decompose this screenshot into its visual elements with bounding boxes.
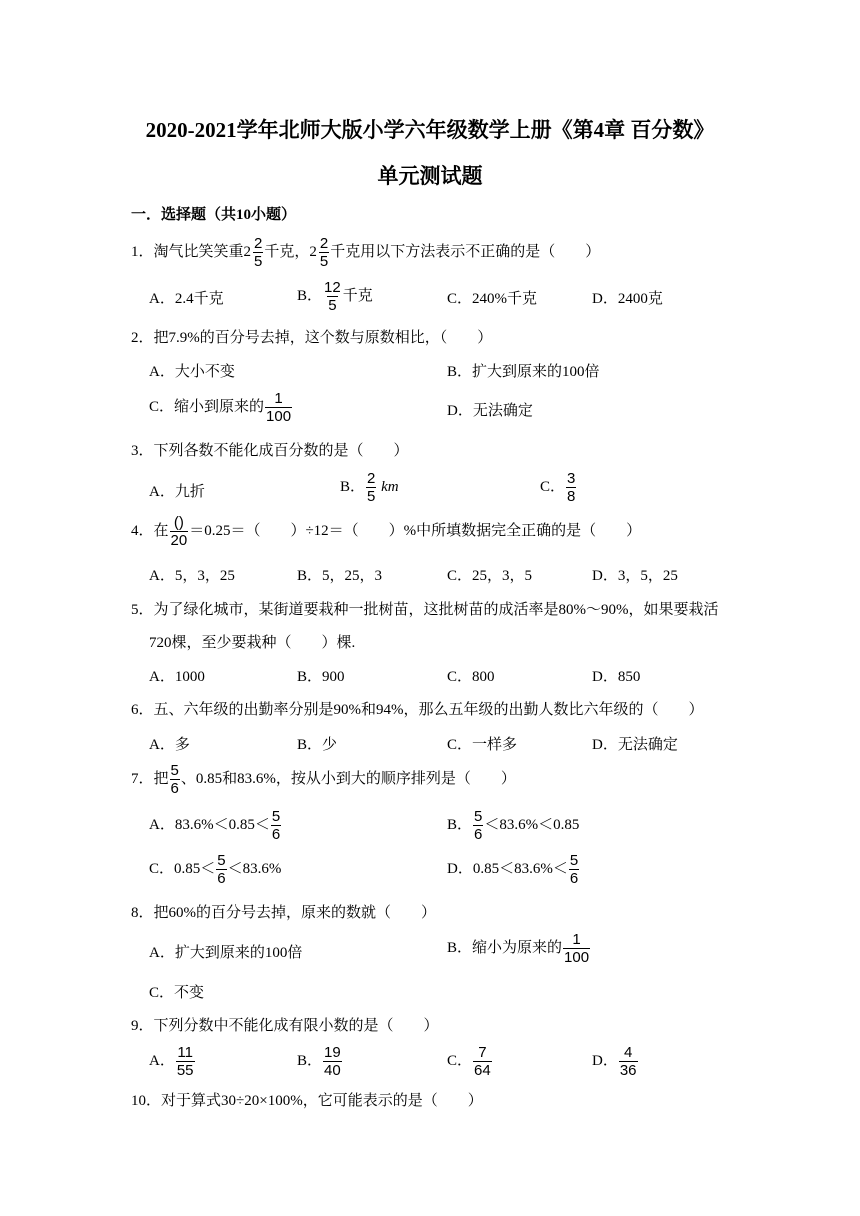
q4-option-c[interactable]: C．25，3，5: [447, 568, 533, 584]
q5-option-a[interactable]: A．1000: [149, 669, 205, 685]
fraction: $\frac{()}{20}$: [170, 514, 188, 549]
document-title-line1: 2020-2021学年北师大版小学六年级数学上册《第4章 百分数》: [145, 118, 715, 142]
q7-option-b[interactable]: B． $\frac{5}{6}$ ＜83.6%＜0.85: [447, 808, 580, 843]
q3-option-c[interactable]: C． $\frac{3}{8}$: [540, 470, 576, 505]
q4-option-d[interactable]: D．3，5，25: [592, 568, 678, 584]
q6-option-a[interactable]: A．多: [149, 737, 190, 753]
fraction: $\frac{5}{6}$: [217, 852, 226, 887]
question-9: 9．下列分数中不能化成有限小数的是（ ）: [131, 1018, 439, 1034]
question-1: 1．淘气比笑笑重 2 $\frac{2}{5}$ 千克， 2 $\frac{2}{5}$ 千克用以下方法表示不正确的是（ ）: [131, 235, 601, 270]
q3-option-b[interactable]: B． $\frac{2}{5}$ km: [340, 470, 399, 505]
q2-option-d[interactable]: D．无法确定: [447, 403, 533, 419]
q8-option-c[interactable]: C．不变: [149, 985, 205, 1001]
question-3: 3．下列各数不能化成百分数的是（ ）: [131, 443, 409, 459]
q2-option-a[interactable]: A．大小不变: [149, 364, 235, 380]
fraction: $\frac{19}{40}$: [324, 1044, 341, 1079]
q9-option-a[interactable]: A． $\frac{11}{55}$: [149, 1044, 194, 1079]
q5-option-b[interactable]: B．900: [297, 669, 345, 685]
mixed-number: 2 $\frac{2}{5}$: [243, 235, 263, 270]
question-5-line2: 720棵，至少要栽种（ ）棵.: [149, 635, 356, 651]
fraction: $\frac{5}{6}$: [569, 852, 579, 887]
q6-option-d[interactable]: D．无法确定: [592, 737, 678, 753]
q7-option-c[interactable]: C．0.85＜ $\frac{5}{6}$ ＜83.6%: [149, 852, 282, 887]
q9-option-b[interactable]: B． $\frac{19}{40}$: [297, 1044, 341, 1079]
fraction: $\frac{1}{100}$: [564, 931, 590, 966]
section-heading: 一．选择题（共10小题）: [131, 207, 297, 223]
document-title-line2: 单元测试题: [377, 164, 483, 188]
q2-option-b[interactable]: B．扩大到原来的100倍: [447, 364, 600, 380]
fraction: $\frac{2}{5}$: [367, 470, 376, 505]
fraction: $\frac{1}{100}$: [266, 390, 292, 425]
question-2: 2．把7.9%的百分号去掉，这个数与原数相比，（ ）: [131, 330, 493, 346]
fraction: $\frac{5}{6}$: [170, 762, 179, 797]
question-5-line1: 5．为了绿化城市，某街道要栽种一批树苗，这批树苗的成活率是80%～90%，如果要栽活: [131, 602, 719, 618]
q3-option-a[interactable]: A．九折: [149, 484, 205, 500]
q4-option-b[interactable]: B．5，25，3: [297, 568, 383, 584]
question-10: 10．对于算式30÷20×100%，它可能表示的是（ ）: [131, 1093, 483, 1109]
q7-option-a[interactable]: A．83.6%＜0.85＜ $\frac{5}{6}$: [149, 808, 281, 843]
q1-option-d[interactable]: D．2400克: [592, 291, 663, 307]
question-8: 8．把60%的百分号去掉，原来的数就（ ）: [131, 905, 436, 921]
question-6: 6．五、六年级的出勤率分别是90%和94%，那么五年级的出勤人数比六年级的（ ）: [131, 702, 704, 718]
q1-option-c[interactable]: C．240%千克: [447, 291, 538, 307]
q5-option-c[interactable]: C．800: [447, 669, 495, 685]
fraction: $\frac{12}{5}$: [324, 279, 341, 314]
fraction: $\frac{11}{55}$: [176, 1044, 194, 1079]
question-4: 4．在 $\frac{()}{20}$ ＝0.25＝（ ）÷12＝（ ）%中所填数据完全正确的是（ ）: [131, 514, 642, 549]
q1-option-b[interactable]: B． $\frac{12}{5}$ 千克: [297, 279, 373, 314]
fraction: $\frac{3}{8}$: [567, 470, 576, 505]
q9-option-d[interactable]: D． $\frac{4}{36}$: [592, 1044, 637, 1079]
fraction: $\frac{4}{36}$: [619, 1044, 637, 1079]
q4-option-a[interactable]: A．5，3，25: [149, 568, 235, 584]
q9-option-c[interactable]: C． $\frac{7}{64}$: [447, 1044, 491, 1079]
q2-option-c[interactable]: C．缩小到原来的 $\frac{1}{100}$: [149, 390, 292, 425]
q1-option-a[interactable]: A．2.4千克: [149, 291, 224, 307]
fraction: $\frac{5}{6}$: [271, 808, 281, 843]
q6-option-c[interactable]: C．一样多: [447, 737, 518, 753]
q8-option-a[interactable]: A．扩大到原来的100倍: [149, 945, 303, 961]
q1-text-pre: 1．淘气比笑笑重: [131, 243, 244, 260]
fraction: $\frac{7}{64}$: [474, 1044, 491, 1079]
mixed-number: 2 $\frac{2}{5}$: [309, 235, 329, 270]
q7-option-d[interactable]: D．0.85＜83.6%＜ $\frac{5}{6}$: [447, 852, 579, 887]
q5-option-d[interactable]: D．850: [592, 669, 641, 685]
fraction: $\frac{5}{6}$: [474, 808, 483, 843]
q6-option-b[interactable]: B．少: [297, 737, 338, 753]
q8-option-b[interactable]: B．缩小为原来的 $\frac{1}{100}$: [447, 931, 590, 966]
question-7: 7．把 $\frac{5}{6}$ 、0.85和83.6%，按从小到大的顺序排列是（ ）: [131, 762, 516, 797]
